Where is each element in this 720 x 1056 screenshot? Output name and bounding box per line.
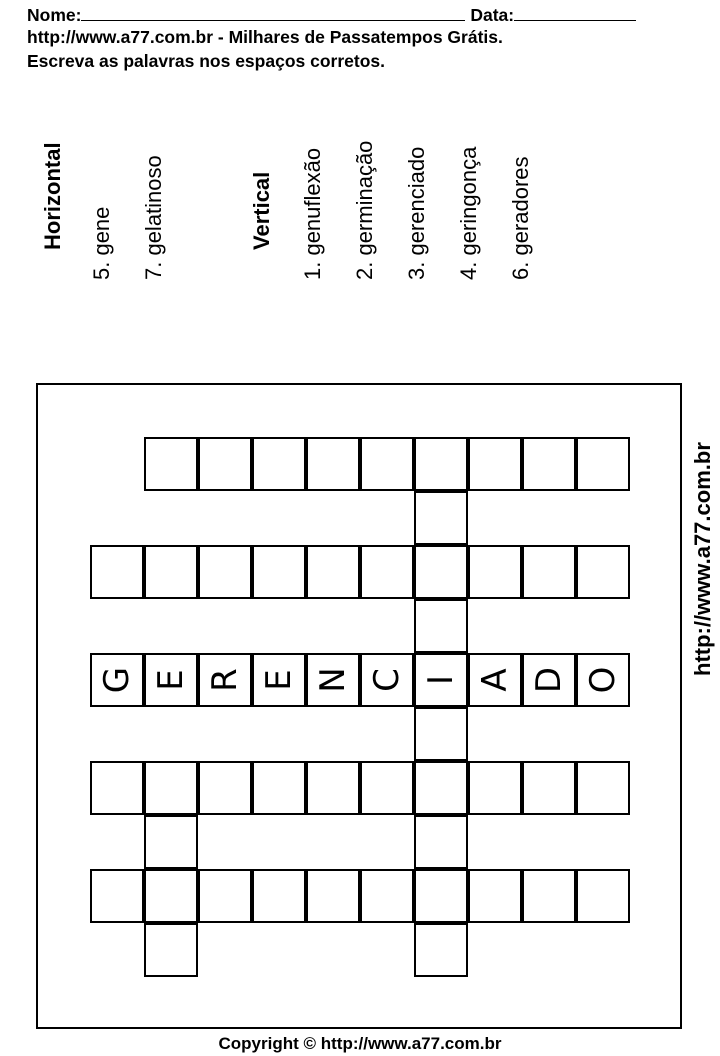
crossword-cell[interactable] bbox=[414, 815, 468, 869]
crossword-cell[interactable] bbox=[144, 869, 198, 923]
instructions: Escreva as palavras nos espaços corretos. bbox=[27, 51, 385, 71]
cell-letter: E bbox=[151, 669, 191, 691]
cell-letter: G bbox=[97, 666, 137, 694]
crossword-cell[interactable] bbox=[252, 761, 306, 815]
crossword-cell[interactable] bbox=[198, 437, 252, 491]
cell-letter: A bbox=[475, 668, 515, 692]
crossword-cell[interactable] bbox=[198, 545, 252, 599]
crossword-cell-filled[interactable] bbox=[306, 653, 360, 707]
crossword-cell[interactable] bbox=[468, 761, 522, 815]
crossword-cell[interactable] bbox=[306, 437, 360, 491]
crossword-cell[interactable] bbox=[252, 869, 306, 923]
cell-letter: D bbox=[529, 666, 569, 694]
crossword-cell[interactable] bbox=[144, 545, 198, 599]
crossword-cell[interactable] bbox=[414, 437, 468, 491]
crossword-cell[interactable] bbox=[90, 761, 144, 815]
cell-letter: C bbox=[367, 668, 407, 692]
vertical-clue: 6. geradores bbox=[508, 156, 533, 280]
crossword-cell[interactable] bbox=[252, 545, 306, 599]
crossword-cell[interactable] bbox=[306, 869, 360, 923]
crossword-cell[interactable] bbox=[306, 761, 360, 815]
crossword-cell[interactable] bbox=[414, 869, 468, 923]
crossword-cell-filled[interactable] bbox=[252, 653, 306, 707]
horizontal-clue: 7. gelatinoso bbox=[141, 155, 166, 280]
crossword-cell[interactable] bbox=[360, 437, 414, 491]
vertical-title: Vertical bbox=[249, 171, 274, 250]
crossword-cell-filled[interactable] bbox=[414, 653, 468, 707]
crossword-cell[interactable] bbox=[360, 869, 414, 923]
copyright: Copyright © http://www.a77.com.br bbox=[218, 1034, 502, 1053]
crossword-cell-filled[interactable] bbox=[90, 653, 144, 707]
vertical-clue: 1. genuflexão bbox=[300, 147, 325, 280]
crossword-cell[interactable] bbox=[144, 815, 198, 869]
crossword-cell[interactable] bbox=[90, 869, 144, 923]
crossword-cell[interactable] bbox=[414, 491, 468, 545]
crossword-cell-filled[interactable] bbox=[576, 653, 630, 707]
name-date-line bbox=[27, 3, 636, 25]
crossword-cell[interactable] bbox=[522, 437, 576, 491]
crossword-cell[interactable] bbox=[522, 761, 576, 815]
horizontal-title: Horizontal bbox=[40, 142, 65, 250]
crossword-cell[interactable] bbox=[144, 437, 198, 491]
crossword-cell[interactable] bbox=[414, 599, 468, 653]
side-url: http://www.a77.com.br bbox=[690, 442, 715, 676]
vertical-clue: 4. geringonça bbox=[456, 146, 481, 280]
crossword-cell[interactable] bbox=[198, 761, 252, 815]
crossword-cell[interactable] bbox=[414, 707, 468, 761]
site-line: http://www.a77.com.br - Milhares de Passatempos Grátis. bbox=[27, 27, 503, 47]
crossword-cell[interactable] bbox=[522, 869, 576, 923]
date-field[interactable] bbox=[514, 3, 636, 21]
crossword-cell[interactable] bbox=[360, 545, 414, 599]
crossword-cell[interactable] bbox=[90, 545, 144, 599]
crossword-cell-filled[interactable] bbox=[198, 653, 252, 707]
name-label: Nome: bbox=[27, 5, 82, 25]
horizontal-clue: 5. gene bbox=[89, 206, 114, 280]
crossword-cell[interactable] bbox=[468, 545, 522, 599]
vertical-clue: 3. gerenciado bbox=[404, 146, 429, 280]
crossword-cell[interactable] bbox=[144, 923, 198, 977]
crossword-cell-filled[interactable] bbox=[468, 653, 522, 707]
crossword-cell[interactable] bbox=[306, 545, 360, 599]
crossword-cell-filled[interactable] bbox=[360, 653, 414, 707]
cell-letter: O bbox=[583, 666, 623, 694]
crossword-cell[interactable] bbox=[576, 869, 630, 923]
crossword-cell[interactable] bbox=[468, 869, 522, 923]
date-label: Data: bbox=[470, 5, 515, 25]
crossword-cell[interactable] bbox=[414, 545, 468, 599]
vertical-clue: 2. germinação bbox=[352, 140, 377, 280]
crossword-cell[interactable] bbox=[198, 869, 252, 923]
cell-letter: E bbox=[259, 669, 299, 691]
crossword-cell[interactable] bbox=[144, 761, 198, 815]
crossword-cell-filled[interactable] bbox=[144, 653, 198, 707]
crossword-cell[interactable] bbox=[468, 437, 522, 491]
crossword-cell[interactable] bbox=[576, 761, 630, 815]
crossword-cell[interactable] bbox=[522, 545, 576, 599]
name-field[interactable] bbox=[81, 3, 465, 21]
crossword-cell[interactable] bbox=[414, 761, 468, 815]
crossword-cell[interactable] bbox=[576, 437, 630, 491]
crossword-cell-filled[interactable] bbox=[522, 653, 576, 707]
crossword-cell[interactable] bbox=[360, 761, 414, 815]
crossword-cell[interactable] bbox=[414, 923, 468, 977]
cell-letter: N bbox=[313, 667, 353, 693]
crossword-cell[interactable] bbox=[252, 437, 306, 491]
cell-letter: I bbox=[421, 674, 461, 686]
crossword-cell[interactable] bbox=[576, 545, 630, 599]
cell-letter: R bbox=[205, 668, 245, 692]
